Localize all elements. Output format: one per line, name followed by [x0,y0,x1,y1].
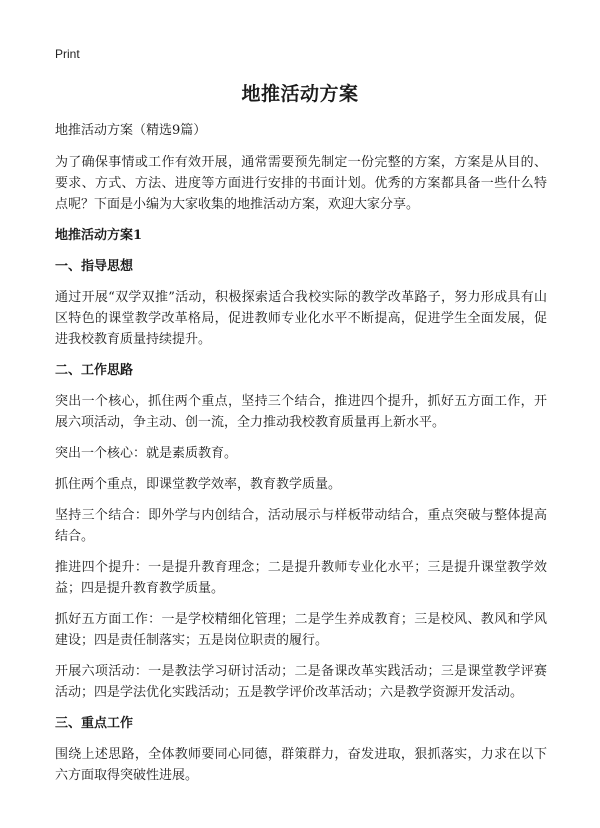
section2-paragraph-5: 推进四个提升：一是提升教育理念；二是提升教师专业化水平；三是提升课堂教学效益；四是提升教育教学质量。 [55,560,547,596]
section-heading-key-work: 三、重点工作 [55,716,134,731]
document-body [55,120,547,796]
section2-paragraph-4: 坚持三个结合：即外学与内创结合，活动展示与样板带动结合，重点突破与整体提高结合。 [55,508,547,544]
document-subtitle: 地推活动方案（精选9篇） [55,123,207,138]
section2-paragraph-2: 突出一个核心：就是素质教育。 [55,446,238,461]
print-link[interactable]: Print [55,47,80,61]
section2-paragraph-1: 突出一个核心，抓住两个重点，坚持三个结合，推进四个提升，抓好五方面工作，开展六项活动，争主动、创一流，全力推动我校教育质量再上新水平。 [55,394,547,430]
section1-paragraph: 通过开展“双学双推”活动，积极探索适合我校实际的教学改革路子，努力形成具有山区特色的课堂教学改革格局，促进教师专业化水平不断提高，促进学生全面发展，促进我校教育质量持续提升。 [55,290,547,347]
intro-paragraph: 为了确保事情或工作有效开展，通常需要预先制定一份完整的方案，方案是从目的、要求、方式、方法、进度等方面进行安排的书面计划。优秀的方案都具备一些什么特点呢？下面是小编为大家收集的地推活动方案，欢迎大家分享。 [55,155,547,212]
section3-paragraph: 围绕上述思路，全体教师要同心同德，群策群力，奋发进取，狠抓落实，力求在以下六方面取得突破性进展。 [55,747,547,783]
page-title: 地推活动方案 [241,83,359,105]
section2-paragraph-6: 抓好五方面工作：一是学校精细化管理；二是学生养成教育；三是校风、教风和学风建设；四是责任制落实；五是岗位职责的履行。 [55,612,547,648]
section-heading-work-approach: 二、工作思路 [55,363,134,378]
plan-heading: 地推活动方案1 [55,228,143,243]
section2-paragraph-3: 抓住两个重点，即课堂教学效率，教育教学质量。 [55,477,342,492]
section2-paragraph-7: 开展六项活动：一是教法学习研讨活动；二是备课改革实践活动；三是课堂教学评赛活动；四是学法优化实践活动；五是教学评价改革活动；六是教学资源开发活动。 [55,664,547,700]
section-heading-guiding-ideology: 一、指导思想 [55,259,134,274]
